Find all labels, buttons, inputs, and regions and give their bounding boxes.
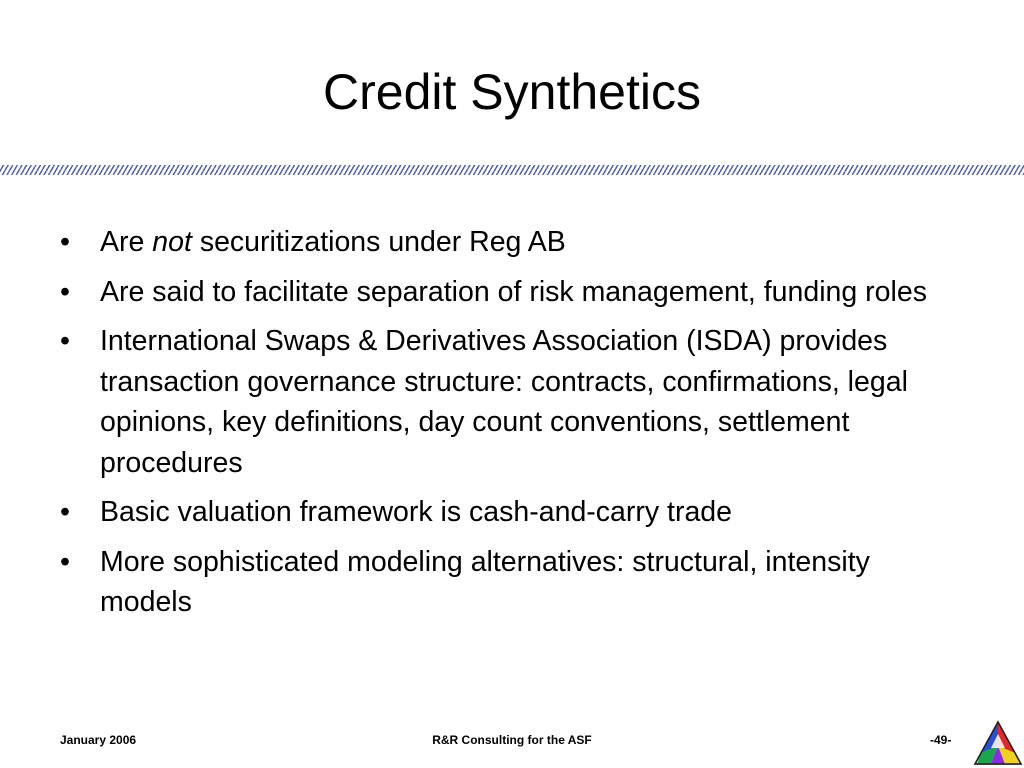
- bullet-text: International Swaps & Derivatives Association (ISDA) provides transaction governance structure: contracts, confirmations, legal opinions, key definitions, day count conventions, settlement procedures: [100, 325, 908, 479]
- bullet-dot: •: [60, 545, 70, 578]
- slide-title: Credit Synthetics: [323, 64, 701, 120]
- bullet-list: [60, 222, 960, 632]
- bullet-text-part: Are: [100, 226, 153, 258]
- bullet-text-part: securitizations under Reg AB: [191, 226, 566, 258]
- bullet-item: [60, 222, 960, 263]
- bullet-item: [60, 272, 960, 313]
- bullet-text: More sophisticated modeling alternatives: structural, intensity models: [100, 545, 870, 618]
- title-divider: [0, 165, 1024, 175]
- bullet-text: Basic valuation framework is cash-and-carry trade: [100, 496, 732, 528]
- bullet-dot: •: [60, 226, 70, 258]
- page-number: -49-: [930, 733, 952, 747]
- bullet-text-emphasis: not: [152, 226, 192, 258]
- footer-date: January 2006: [60, 733, 137, 747]
- bullet-dot: •: [60, 275, 70, 308]
- bullet-item: [60, 542, 960, 623]
- bullet-item: [60, 492, 960, 533]
- bullet-dot: •: [60, 496, 70, 528]
- bullet-item: [60, 321, 960, 483]
- rr-consulting-pyramid-logo-icon: [973, 720, 1023, 766]
- footer-presenter: R&R Consulting for the ASF: [432, 733, 592, 747]
- bullet-text: Are said to facilitate separation of risk management, funding roles: [100, 275, 927, 308]
- bullet-dot: •: [60, 325, 70, 357]
